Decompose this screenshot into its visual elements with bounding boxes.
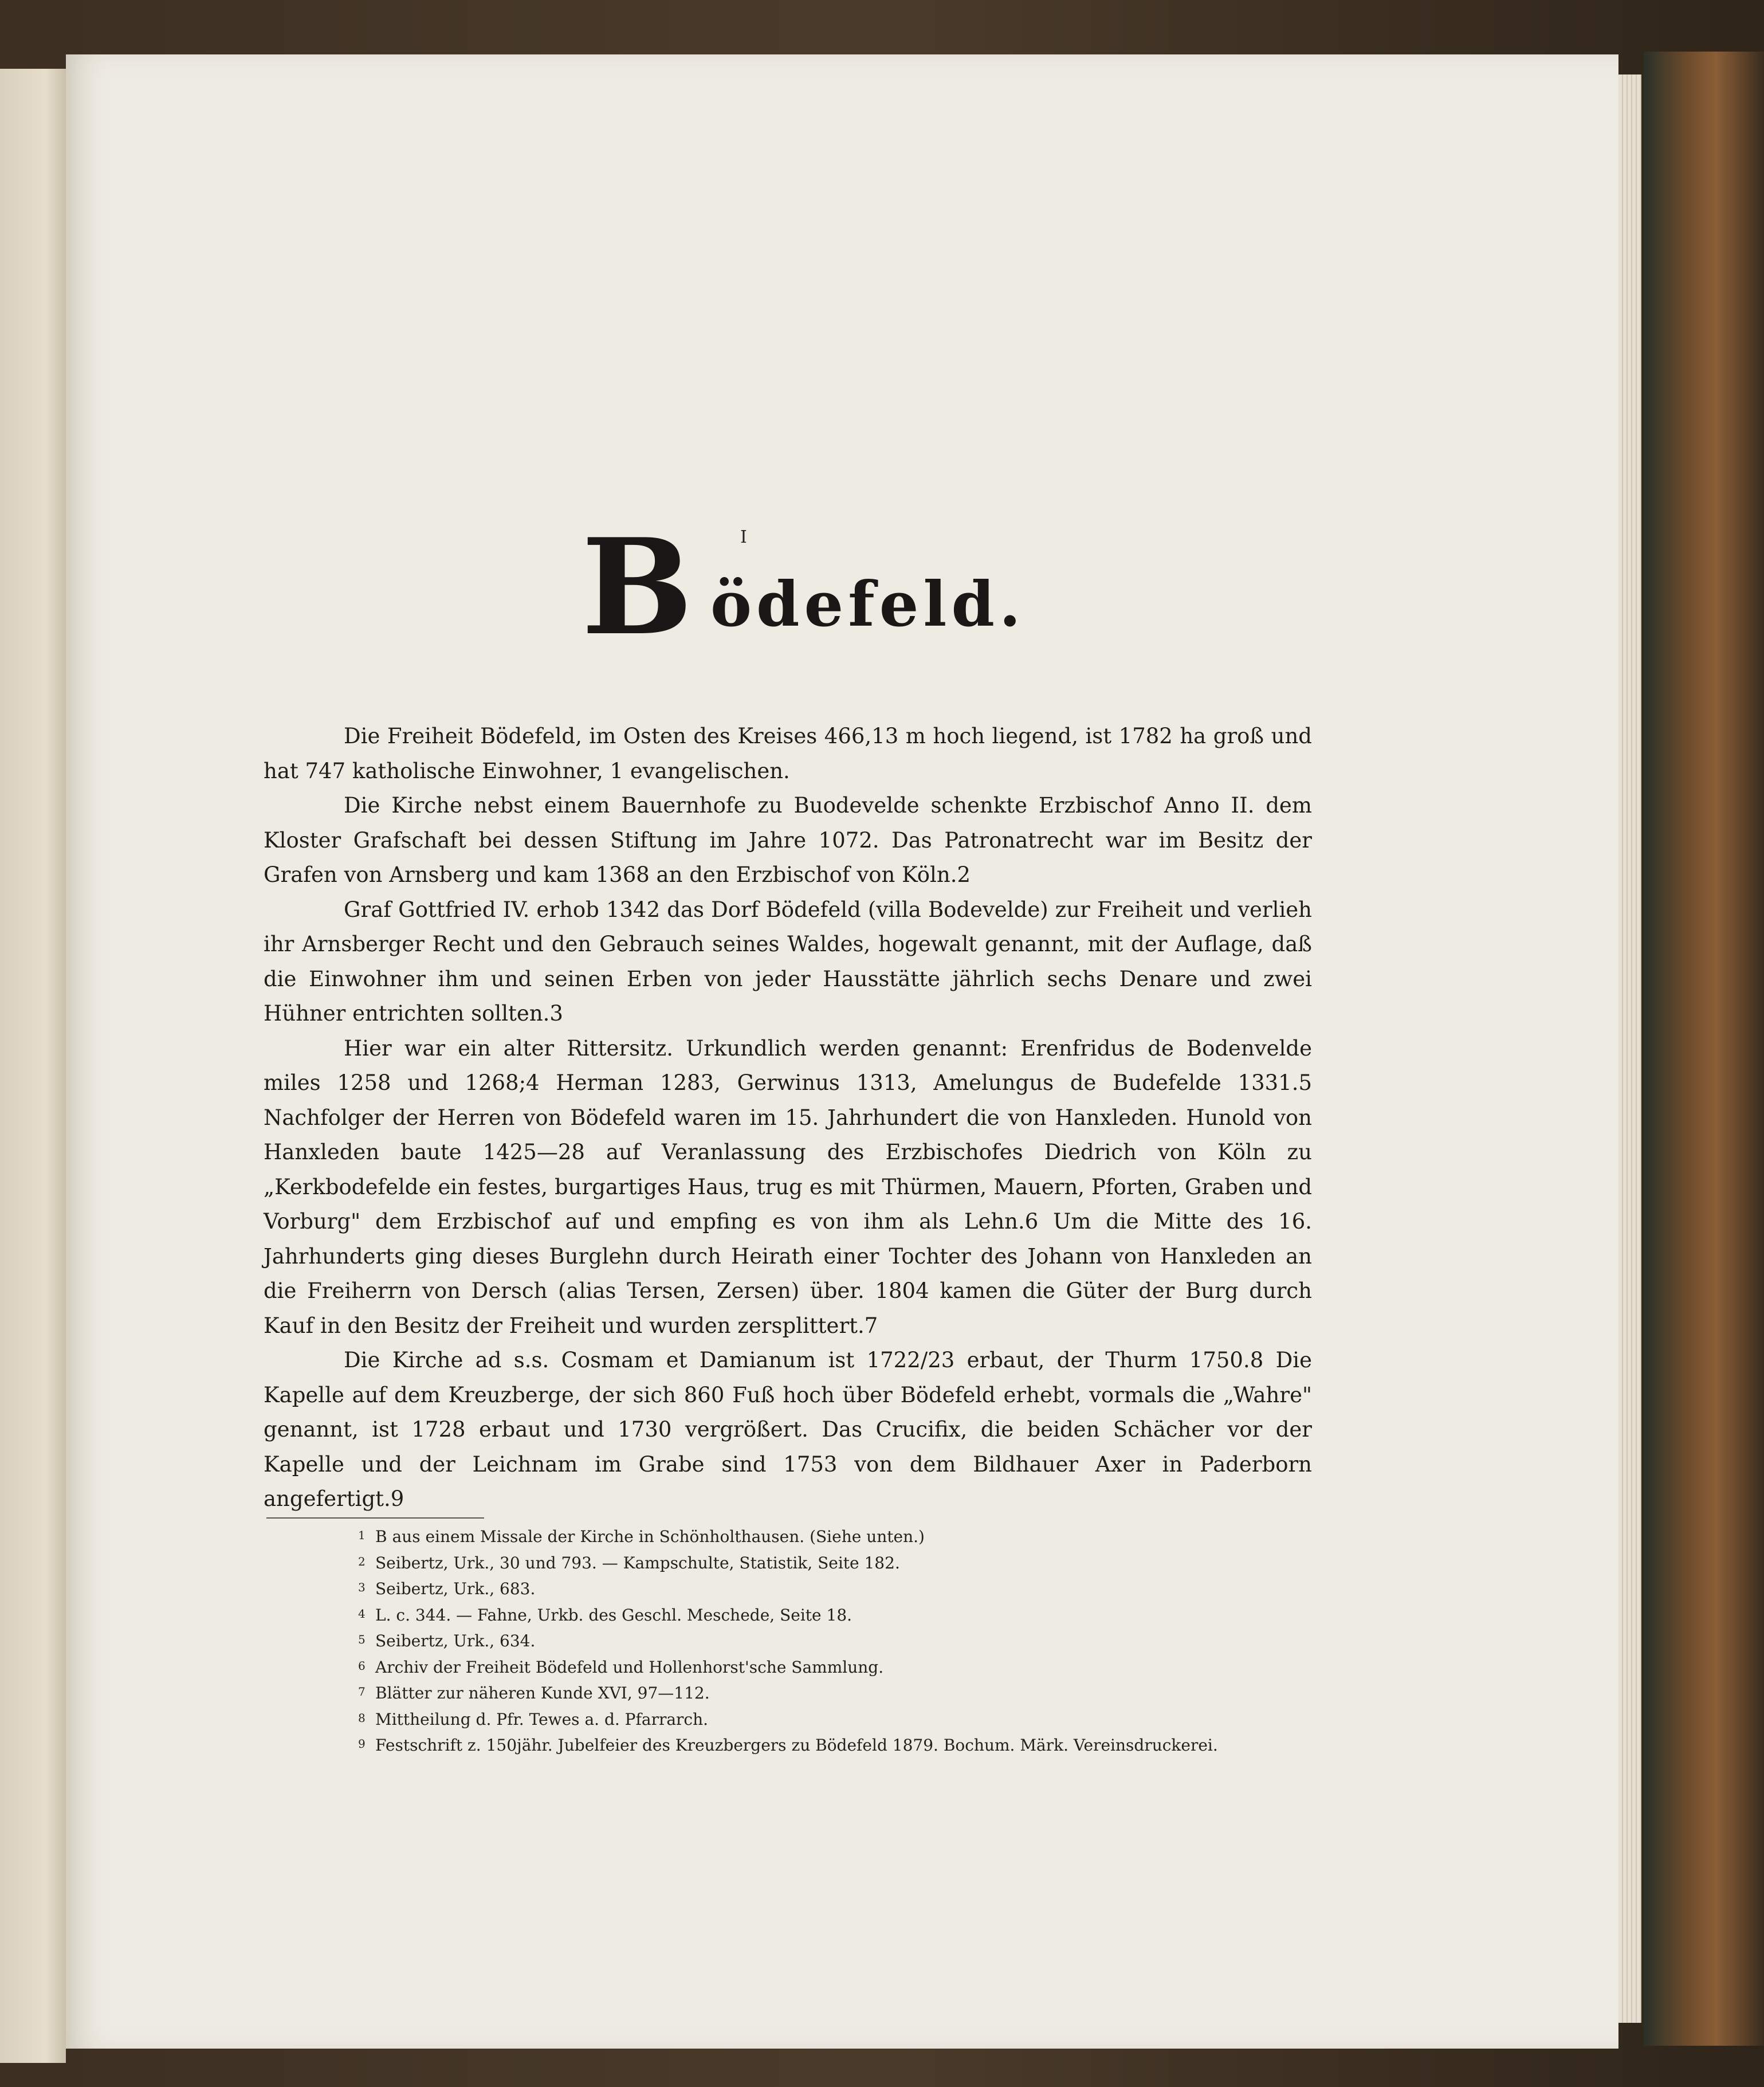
footnote-text: Festschrift z. 150jähr. Jubelfeier des Kreuzbergers zu Bödefeld 1879. Bochum. Märk. Vereinsdruckerei. [375, 1736, 1218, 1755]
paragraph: Hier war ein alter Rittersitz. Urkundlich werden genannt: Erenfridus de Bodenvelde miles 1258 und 1268;4 Herman 1283, Gerwinus 1313, Amelungus de Budefelde 1331.5 Nachfolger der Herren von Bödefeld waren im 15. Jahrhundert die von Hanxleden. Hunold von Hanxleden baute 1425—28 auf Veranlassung des Erzbischofes Diedrich von Köln zu „Kerkbodefelde ein festes, burgartiges Haus, trug es mit Thürmen, Mauern, Pforten, Graben und Vorburg" dem Erzbischof auf und empfing es von ihm als Lehn.6 Um die Mitte des 16. Jahrhunderts ging dieses Burglehn durch Heirath einer Tochter des Johann von Hanxleden an die Freiherrn von Dersch (alias Tersen, Zersen) über. 1804 kamen die Güter der Burg durch Kauf in den Besitz der Freiheit und wurden zersplittert.7 [264, 1035, 1312, 1338]
paragraph: Graf Gottfried IV. erhob 1342 das Dorf Bödefeld (villa Bodevelde) zur Freiheit und verlieh ihr Arnsberger Recht und den Gebrauch seines Waldes, hogewalt genannt, mit der Auflage, daß die Einwohner ihm und seinen Erben von jeder Hausstätte jährlich sechs Denare und zwei Hühner entrichten sollten.3 [264, 897, 1312, 1026]
left-page-edge [0, 69, 66, 2063]
footnote [358, 1732, 1321, 1758]
title-initial: B [582, 510, 693, 665]
footnote-number: 9 [358, 1737, 366, 1751]
footnote [358, 1706, 1321, 1732]
footnote [358, 1549, 1321, 1576]
paragraph: Die Freiheit Bödefeld, im Osten des Kreises 466,13 m hoch liegend, ist 1782 ha groß und hat 747 katholische Einwohner, 1 evangelischen. [264, 724, 1312, 783]
footnote-number: 5 [358, 1633, 366, 1646]
paragraph: Die Kirche ad s.s. Cosmam et Damianum ist 1722/23 erbaut, der Thurm 1750.8 Die Kapelle auf dem Kreuzberge, der sich 860 Fuß hoch über Bödefeld erhebt, vormals die „Wahre" genannt, ist 1728 erbaut und 1730 vergrößert. Das Crucifix, die beiden Schächer vor der Kapelle und der Leichnam im Grabe sind 1753 von dem Bildhauer Axer in Paderborn angefertigt.9 [264, 1348, 1312, 1511]
paragraph: Die Kirche nebst einem Bauernhofe zu Buodevelde schenkte Erzbischof Anno II. dem Kloster Grafschaft bei dessen Stiftung im Jahre 1072. Das Patronatrecht war im Besitz der Grafen von Arnsberg und kam 1368 an den Erzbischof von Köln.2 [264, 793, 1312, 887]
title-footnote-mark: I [740, 527, 747, 547]
footnote [358, 1602, 1321, 1628]
footnote-number: 8 [358, 1711, 366, 1725]
footnote-text: Seibertz, Urk., 634. [375, 1631, 536, 1650]
cover-edge [1644, 52, 1764, 2046]
footnote-text: Seibertz, Urk., 683. [375, 1579, 536, 1598]
footnote [358, 1654, 1321, 1680]
footnote-number: 3 [358, 1580, 366, 1594]
footnote-number: 1 [358, 1528, 366, 1542]
footnote-number: 6 [358, 1658, 366, 1673]
footnote-text: Mittheilung d. Pfr. Tewes a. d. Pfarrarch. [375, 1709, 709, 1729]
footnote [358, 1523, 1321, 1549]
footnote-divider [266, 1517, 484, 1519]
footnote-number: 4 [358, 1606, 366, 1621]
footnotes [358, 1523, 1321, 1758]
footnote-number: 7 [358, 1685, 366, 1698]
footnote-text: B aus einem Missale der Kirche in Schönholthausen. (Siehe unten.) [375, 1527, 925, 1546]
body-text [264, 719, 1312, 1517]
page-title [582, 510, 1040, 665]
footnote [358, 1627, 1321, 1654]
title-rest: ödefeld. [710, 568, 1026, 641]
footnote-text: Archiv der Freiheit Bödefeld und Hollenhorst'sche Sammlung. [375, 1657, 884, 1677]
footnote [358, 1680, 1321, 1706]
footnote-text: L. c. 344. — Fahne, Urkb. des Geschl. Meschede, Seite 18. [375, 1605, 852, 1625]
footnote [358, 1575, 1321, 1602]
footnote-number: 2 [358, 1554, 366, 1568]
footnote-text: Blätter zur näheren Kunde XVI, 97—112. [375, 1684, 710, 1702]
footnote-text: Seibertz, Urk., 30 und 793. — Kampschulte, Statistik, Seite 182. [375, 1553, 900, 1572]
